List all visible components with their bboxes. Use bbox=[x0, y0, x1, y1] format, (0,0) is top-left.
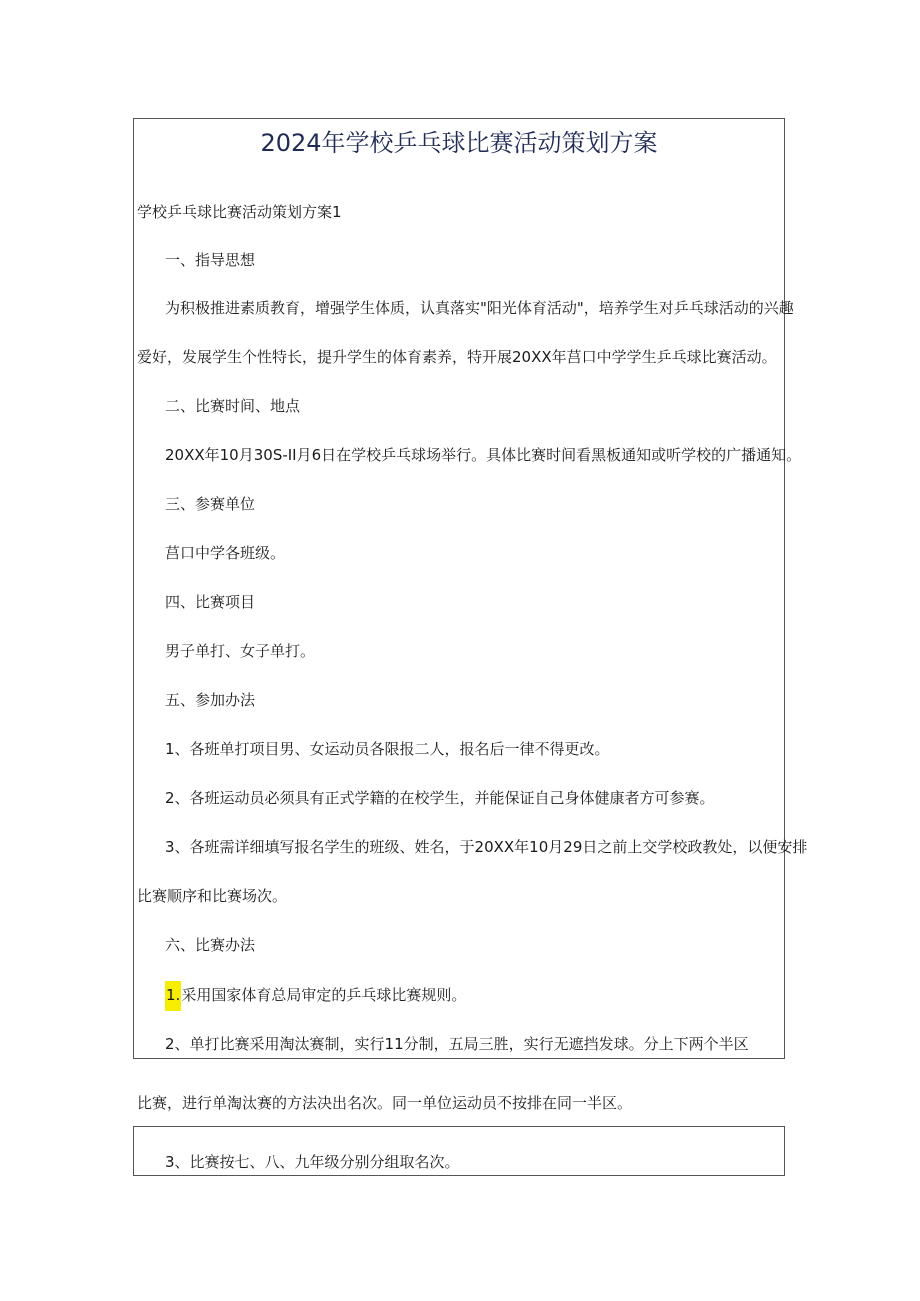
list-item: 3、各班需详细填写报名学生的班级、姓名，于20XX年10月29日之前上交学校政教处，以便安排 bbox=[165, 838, 808, 856]
paragraph-line: 为积极推进素质教育，增强学生体质，认真落实"阳光体育活动"，培养学生对乒乓球活动的兴趣 bbox=[165, 299, 794, 317]
document-subtitle: 学校乒乓球比赛活动策划方案1 bbox=[137, 203, 342, 221]
list-item: 2、各班运动员必须具有正式学籍的在校学生，并能保证自己身体健康者方可参赛。 bbox=[165, 789, 715, 807]
page-title: 2024年学校乒乓球比赛活动策划方案 bbox=[260, 129, 658, 157]
section-heading-events: 四、比赛项目 bbox=[165, 593, 256, 611]
list-item-continuation: 比赛，进行单淘汰赛的方法决出名次。同一单位运动员不按排在同一半区。 bbox=[137, 1094, 633, 1112]
section-heading-guiding-thought: 一、指导思想 bbox=[165, 251, 256, 269]
paragraph-line: 爱好，发展学生个性特长，提升学生的体育素养，特开展20XX年莒口中学学生乒乓球比赛活动。 bbox=[137, 348, 777, 366]
list-item: 2、单打比赛采用淘汰赛制，实行11分制，五局三胜，实行无遮挡发球。分上下两个半区 bbox=[165, 1035, 749, 1053]
section-heading-competition-method: 六、比赛办法 bbox=[165, 936, 256, 954]
paragraph-line: 莒口中学各班级。 bbox=[165, 544, 286, 562]
paragraph-line: 男子单打、女子单打。 bbox=[165, 642, 316, 660]
section-heading-time-place: 二、比赛时间、地点 bbox=[165, 397, 301, 415]
highlighted-list-number: 1. bbox=[165, 981, 181, 1011]
list-item-text: 采用国家体育总局审定的乒乓球比赛规则。 bbox=[181, 986, 467, 1004]
paragraph-line: 20XX年10月30S-II月6日在学校乒乓球场举行。具体比赛时间看黑板通知或听学校的广播通知。 bbox=[165, 446, 802, 464]
list-item-continuation: 比赛顺序和比赛场次。 bbox=[137, 887, 288, 905]
list-item: 3、比赛按七、八、九年级分别分组取名次。 bbox=[165, 1153, 460, 1171]
section-heading-entry-rules: 五、参加办法 bbox=[165, 691, 256, 709]
list-item bbox=[165, 984, 466, 1006]
section-heading-participants: 三、参赛单位 bbox=[165, 495, 256, 513]
list-item: 1、各班单打项目男、女运动员各限报二人，报名后一律不得更改。 bbox=[165, 740, 610, 758]
